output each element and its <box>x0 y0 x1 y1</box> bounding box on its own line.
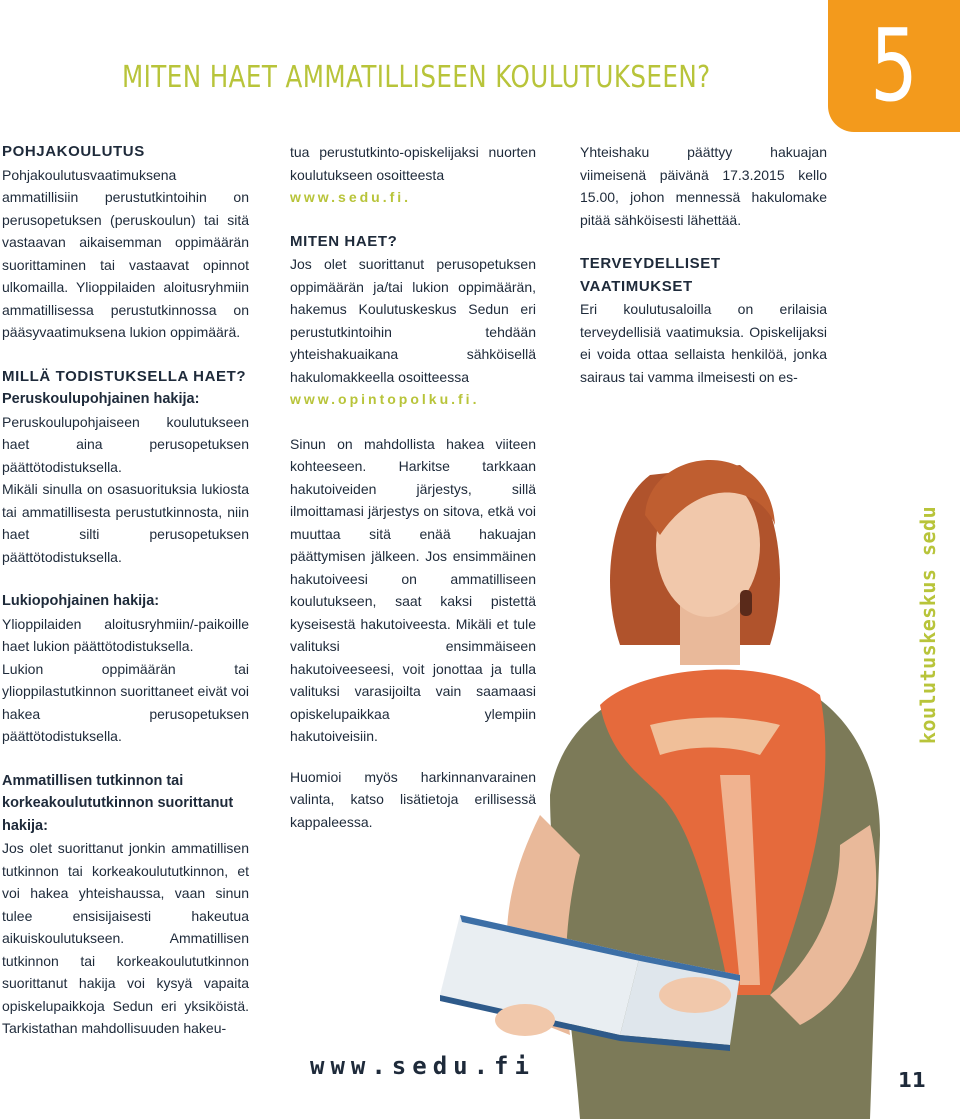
paragraph-peruskoulu-2: Mikäli sinulla on osasuorituksia lukiosta tai ammatillisesta perustutkinnosta, niin haet silti perusopetuksen päättötodistuksella. <box>2 481 249 565</box>
paragraph-ammatillinen: Jos olet suorittanut jonkin ammatillisen tutkinnon tai korkeakoulututkinnon, et voi hakea yhteishaussa, vaan sinun tulee ensisijaisesti hakeutua aikuiskoulutukseen. Ammatillisen tutkinnon tai korkeakoulututkinnon suorittanut hakija voi kysyä vapaita opiskelupaikkoja Sedun eri yksiköistä. Tarkistathan mahdollisuuden hakeu- <box>2 840 249 1036</box>
page-number: 11 <box>898 1068 926 1092</box>
heading-miten-haet: MITEN HAET? <box>290 232 398 250</box>
subheading-ammatillinen: Ammatillisen tutkinnon tai korkeakoulututkinnon suorittanut hakija: <box>2 772 234 834</box>
paragraph-miten-haet: Jos olet suorittanut perusopetuksen oppimäärän ja/tai lukion oppimäärän, hakemus Koulutuskeskus Sedun eri perustutkintoihin tehdään yhteishakuaikana sähköisellä hakulomakkeella osoitteessa <box>290 256 536 385</box>
paragraph-terveydelliset: Eri koulutusaloilla on erilaisia terveydellisiä vaatimuksia. Opiskelijaksi ei voida ottaa sellaista henkilöä, jonka sairaus tai vamma ilmeisesti on es- <box>580 301 827 385</box>
paragraph-continued: tua perustutkinto-opiskelijaksi nuorten koulutukseen osoitteesta <box>290 144 536 183</box>
paragraph-harkinnanvarainen: Huomioi myös harkinnanvarainen valinta, katso lisätietoja erillisessä kappaleessa. <box>290 768 536 830</box>
student-reading-photo <box>440 395 900 1119</box>
paragraph-yhteishaku: Yhteishaku päättyy hakuajan viimeisenä päivänä 17.3.2015 kello 15.00, johon mennessä hakulomake pitää sähköisesti lähettää. <box>580 144 827 228</box>
subheading-lukio: Lukiopohjainen hakija: <box>2 593 160 609</box>
chapter-number: 5 <box>870 7 918 124</box>
paragraph-lukio-1: Ylioppilaiden aloitusryhmiin/-paikoille haet lukion päättötodistuksella. <box>2 615 249 654</box>
paragraph-peruskoulu-1: Peruskoulupohjaiseen koulutukseen haet aina perusopetuksen päättötodistuksella. <box>2 413 249 475</box>
column-left <box>2 141 249 1040</box>
column-right <box>580 141 827 388</box>
paragraph-pohjakoulutus: Pohjakoulutusvaatimuksena ammatillisiin perustutkintoihin on perusopetuksen (peruskoulun) tai sitä vastaavan aikaisemman oppimäärän suorittaminen tai vastaavat opinnot ulkomailla. Ylioppilaiden aloitusryhmiin ammatillisessa perustutkinnossa on pääsyvaatimuksena lukion oppimäärä. <box>2 166 249 340</box>
paragraph-hakukohteet: Sinun on mahdollista hakea viiteen kohteeseen. Harkitse tarkkaan hakutoiveiden järjestys, sillä ilmoittamasi järjestys on sitova, etkä voi muuttaa sitä enää hakuajan päättymisen jälkeen. Jos ensimmäinen hakutoiveesi on ammatilliseen koulutukseen, saat kaksi pistettä kyseisestä hakutoiveesta. Mikäli et tule valituksi ensimmäiseen hakutoiveeseesi, voit jonottaa ja tulla valituksi varasijoilta vain saamaasi opiskelupaikkaa ylempiin hakutoiveisiin. <box>290 435 536 744</box>
subheading-peruskoulu: Peruskoulupohjainen hakija: <box>2 391 200 407</box>
brand-vertical-label <box>908 500 948 750</box>
footer-url[interactable]: www.sedu.fi <box>310 1052 535 1080</box>
page-title: MITEN HAET AMMATILLISEEN KOULUTUKSEEN? <box>122 60 711 95</box>
brand-vertical-text: koulutuskeskus sedu <box>916 505 940 745</box>
chapter-tab <box>828 0 960 132</box>
paragraph-lukio-2: Lukion oppimäärän tai ylioppilastutkinnon suorittaneet eivät voi hakea perusopetuksen päättötodistuksella. <box>2 660 249 744</box>
link-sedu[interactable]: www.sedu.fi. <box>290 189 412 205</box>
heading-todistus: MILLÄ TODISTUKSELLA HAET? <box>2 367 247 385</box>
heading-terveydelliset: TERVEYDELLISET <box>580 255 721 272</box>
heading-vaatimukset: VAATIMUKSET <box>580 277 693 295</box>
heading-pohjakoulutus: POHJAKOULUTUS <box>2 143 145 160</box>
link-opintopolku[interactable]: www.opintopolku.fi. <box>290 391 480 407</box>
